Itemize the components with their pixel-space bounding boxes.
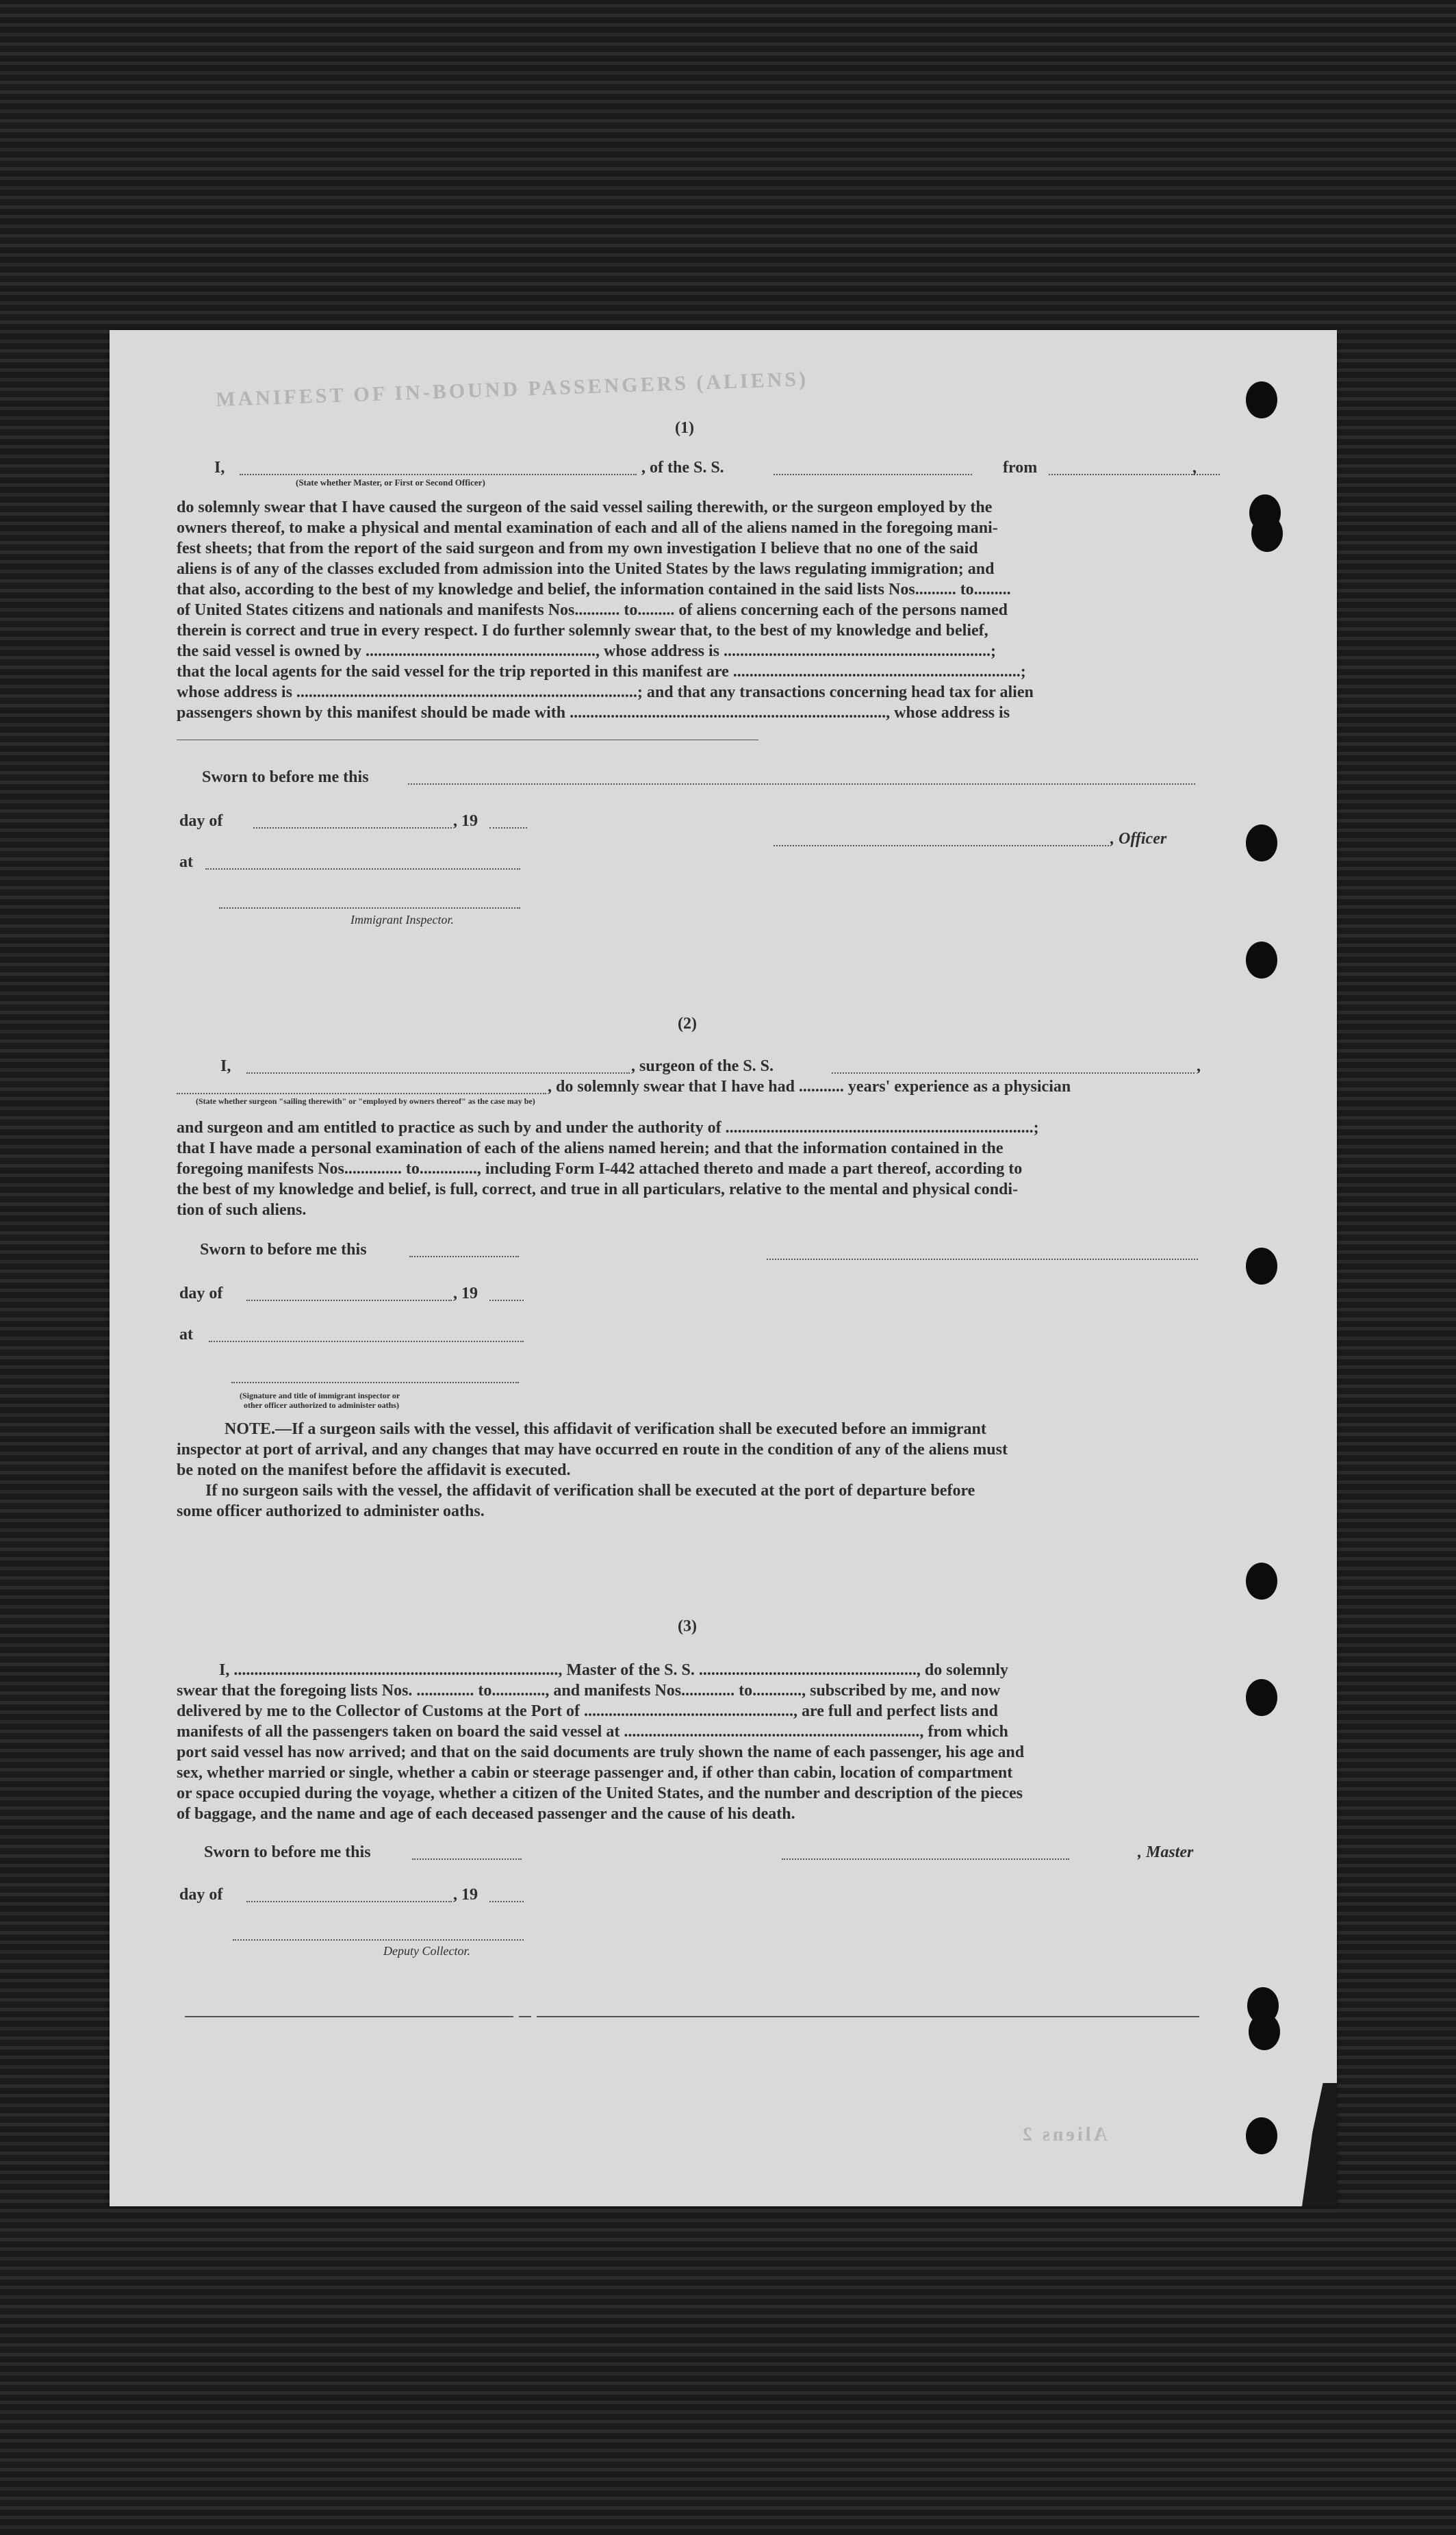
section2-year: , 19 [453,1285,478,1302]
section1-body-line: do solemnly swear that I have caused the surgeon of the said vessel sailing therewith, or the surgeon employed by the [177,499,993,516]
section1-body-line: that also, according to the best of my knowledge and belief, the information contained in the said lists Nos.......... to......... [177,581,1011,598]
section2-body-line: the best of my knowledge and belief, is full, correct, and true in all particulars, relative to the mental and physical condi- [177,1181,1019,1198]
section2-i: I, [220,1057,231,1075]
section2-note-line: If no surgeon sails with the vessel, the affidavit of verification shall be executed at the port of departure before [205,1482,975,1500]
section2-body-line: foregoing manifests Nos.............. to.............., including Form I-442 attached thereto and made a part thereof, according to [177,1160,1023,1178]
section1-body-line: of United States citizens and nationals and manifests Nos........... to......... of aliens concerning each of the persons named [177,601,1008,619]
section2-note-line: NOTE.—If a surgeon sails with the vessel, this affidavit of verification shall be executed before an immigrant [225,1420,986,1438]
ghost-footer-text: Aliens 2 [1020,2124,1108,2145]
section2-sig-caption-1: (Signature and title of immigrant inspector or [240,1391,400,1400]
section1-day-of: day of [179,812,223,830]
section3-body-line: delivered by me to the Collector of Customs at the Port of ..................................................., are full and perfect lists and [177,1702,998,1720]
section1-body-line: owners thereof, to make a physical and mental examination of each and all of the aliens named in the foregoing mani- [177,519,998,537]
section3-collector-blank [233,1939,524,1941]
torn-corner [1302,2083,1337,2206]
section2-day-blank [246,1300,452,1301]
section3-master-blank [782,1858,1069,1860]
section3-body-line: sex, whether married or single, whether a cabin or steerage passenger and, if other than cabin, location of compartment [177,1764,1013,1782]
section2-name-blank [246,1072,630,1074]
section1-body-line: the said vessel is owned by ........................................................, whose address is .................................................................; [177,642,996,660]
section3-day-of: day of [179,1886,223,1904]
section2-body-line: tion of such aliens. [177,1201,307,1219]
bottom-rule-right [537,2016,1199,2017]
punch-hole [1249,2013,1280,2050]
section2-body-line: that I have made a personal examination of each of the aliens named herein; and that the information contained in the [177,1139,1004,1157]
section1-officer-blank [774,845,1109,846]
section2-note-line: inspector at port of arrival, and any changes that may have occurred en route in the condition of any of the aliens must [177,1441,1008,1459]
section2-note-line: be noted on the manifest before the affidavit is executed. [177,1461,571,1479]
section2-at-blank [209,1341,524,1342]
punch-hole [1246,1679,1277,1716]
punch-hole [1246,1563,1277,1600]
section1-number: (1) [675,419,694,437]
punch-hole [1246,2117,1277,2154]
section2-note-line: some officer authorized to administer oaths. [177,1502,485,1520]
section1-year-blank [489,827,527,829]
section1-inspector: Immigrant Inspector. [350,913,454,926]
punch-hole [1246,1248,1277,1285]
section1-of-ss: , of the S. S. [641,459,724,477]
section1-officer: , Officer [1110,830,1167,848]
section1-body-line: aliens is of any of the classes excluded from admission into the United States by the laws regulating immigration; and [177,560,995,578]
section1-body-line: therein is correct and true in every respect. I do further solemnly swear that, to the best of my knowledge and belief, [177,622,988,640]
section1-body-line: that the local agents for the said vessel for the trip reported in this manifest are ......................................................................; [177,663,1026,681]
section2-caption: (State whether surgeon "sailing therewith" or "employed by owners thereof" as the case may be) [196,1096,535,1106]
section2-body-line: and surgeon and am entitled to practice as such by and under the authority of ...........................................................................; [177,1119,1039,1137]
section1-from: from [1003,459,1038,477]
bottom-rule-left [185,2016,513,2017]
section1-body-line: passengers shown by this manifest should be made with ............................................................................., whose address is [177,704,1010,722]
section1-day-blank [253,827,452,829]
section3-collector: Deputy Collector. [383,1944,470,1958]
section3-master: , Master [1138,1843,1194,1861]
section1-body-line: whose address is ...................................................................................; and that any transactions concerning head tax for alien [177,683,1034,701]
ghost-header-text: MANIFEST OF IN-BOUND PASSENGERS (ALIENS) [215,367,809,412]
section3-body-line: manifests of all the passengers taken on board the said vessel at ........................................................................, from which [177,1723,1008,1741]
section3-day-blank [246,1901,452,1902]
section1-sworn-blank [408,783,1195,785]
section2-ship-blank [832,1072,1195,1074]
section3-sworn-blank [412,1858,522,1860]
section1-inspector-blank [219,907,520,909]
section2-at: at [179,1326,193,1344]
section2-signature-blank [767,1259,1198,1260]
section2-comma: , [1197,1057,1201,1075]
form-sheet [110,330,1337,2206]
section1-i: I, [214,459,225,477]
section1-at-blank [205,868,520,870]
section2-sworn: Sworn to before me this [200,1241,367,1259]
punch-hole [1246,381,1277,418]
section2-surgeon-of-ss: , surgeon of the S. S. [631,1057,774,1075]
section3-body-line: of baggage, and the name and age of each deceased passenger and the cause of his death. [177,1805,795,1823]
section3-body-line: I, ..............................................................................., Master of the S. S. ....................................................., do solemnly [219,1661,1008,1679]
section1-at: at [179,853,193,871]
punch-hole [1251,515,1283,552]
section2-capacity-blank [177,1093,546,1094]
section2-sworn-blank [409,1256,519,1257]
section1-sworn: Sworn to before me this [202,768,369,786]
section1-ship-blank [774,474,972,475]
section2-sig-caption-2: other officer authorized to administer oaths) [244,1400,399,1410]
section2-year-blank [489,1300,524,1301]
section3-number: (3) [678,1617,697,1635]
section3-year: , 19 [453,1886,478,1904]
section3-body-line: port said vessel has now arrived; and that on the said documents are truly shown the name of each passenger, his age and [177,1743,1025,1761]
section1-caption: (State whether Master, or First or Second Officer) [296,477,485,488]
section2-swear-line: , do solemnly swear that I have had ........... years' experience as a physician [548,1078,1071,1096]
section3-sworn: Sworn to before me this [204,1843,371,1861]
section1-body-line: fest sheets; that from the report of the said surgeon and from my own investigation I believe that no one of the said [177,540,978,557]
section2-inspector-blank [231,1382,519,1383]
section1-name-blank [240,474,637,475]
section1-year: , 19 [453,812,478,830]
section1-comma: , [1192,459,1197,477]
section2-day-of: day of [179,1285,223,1302]
section3-body-line: swear that the foregoing lists Nos. .............. to............., and manifests Nos............. to............, subscribed by me, and now [177,1682,1001,1700]
section3-body-line: or space occupied during the voyage, whether a citizen of the United States, and the number and description of the pieces [177,1784,1023,1802]
punch-hole [1246,824,1277,861]
punch-hole [1246,942,1277,979]
section3-year-blank [489,1901,524,1902]
bottom-rule-mid [519,2016,531,2017]
section2-number: (2) [678,1015,697,1033]
